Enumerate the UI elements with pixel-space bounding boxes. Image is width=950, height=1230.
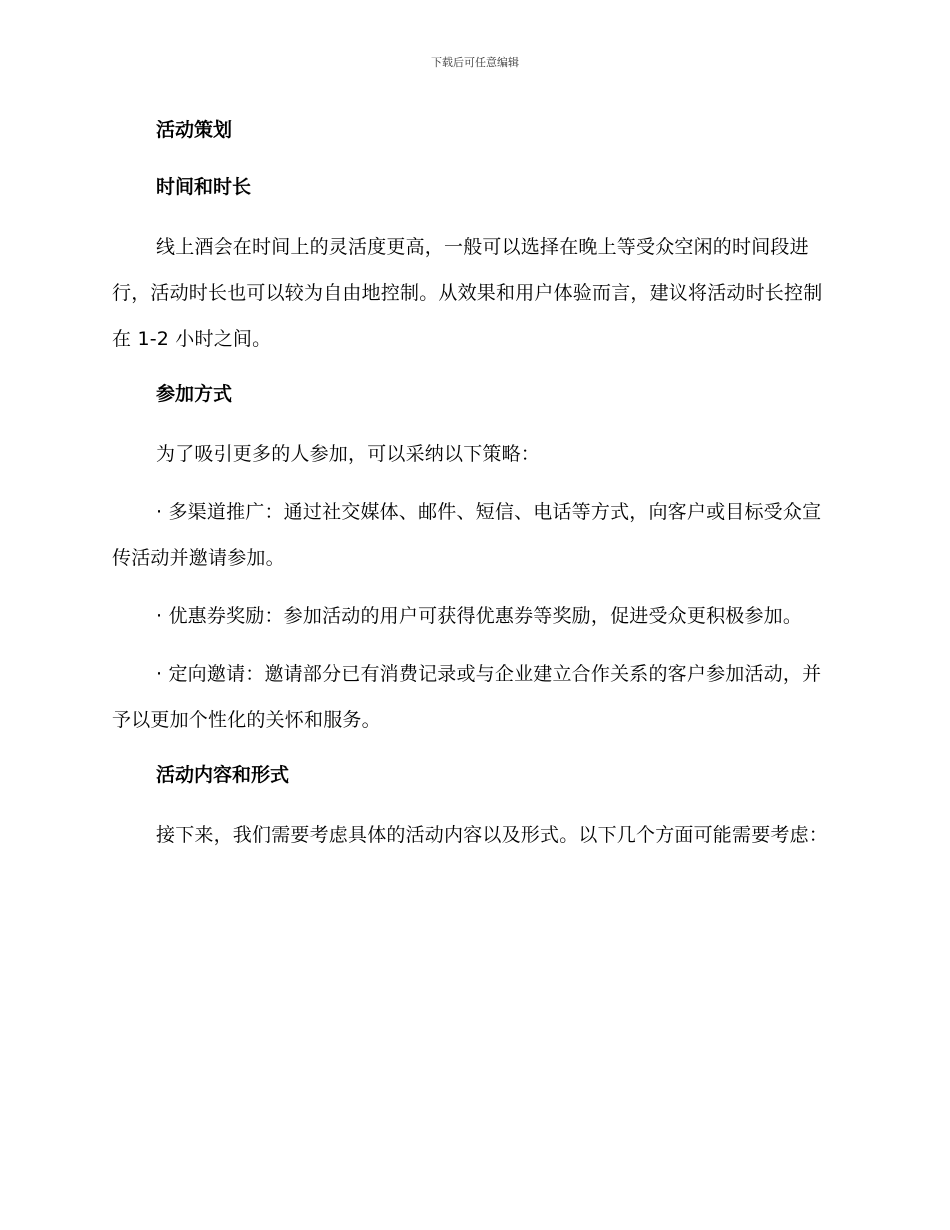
paragraph-time-duration: 线上酒会在时间上的灵活度更高，一般可以选择在晚上等受众空闲的时间段进行，活动时长也可以较为自由地控制。从效果和用户体验而言，建议将活动时长控制在 1-2 小时之间。 [112, 236, 823, 350]
section-heading-time-duration: 时间和时长 [156, 176, 252, 198]
paragraph-content-format: 接下来，我们需要考虑具体的活动内容以及形式。以下几个方面可能需要考虑： [156, 824, 829, 846]
document-body [112, 110, 834, 870]
paragraph-participation-intro: 为了吸引更多的人参加，可以采纳以下策略： [156, 443, 541, 465]
page-header-note: 下载后可任意编辑 [431, 56, 519, 69]
section-heading-content-format: 活动内容和形式 [156, 764, 290, 786]
list-item-targeted-invite: · 定向邀请：邀请部分已有消费记录或与企业建立合作关系的客户参加活动，并予以更加个性化的关怀和服务。 [112, 663, 822, 731]
section-heading-participation: 参加方式 [156, 383, 233, 405]
list-item-multichannel: · 多渠道推广：通过社交媒体、邮件、短信、电话等方式，向客户或目标受众宣传活动并邀请参加。 [112, 501, 822, 569]
section-heading-activity-plan: 活动策划 [156, 119, 233, 141]
list-item-coupon: · 优惠券奖励：参加活动的用户可获得优惠券等奖励，促进受众更积极参加。 [156, 605, 803, 627]
